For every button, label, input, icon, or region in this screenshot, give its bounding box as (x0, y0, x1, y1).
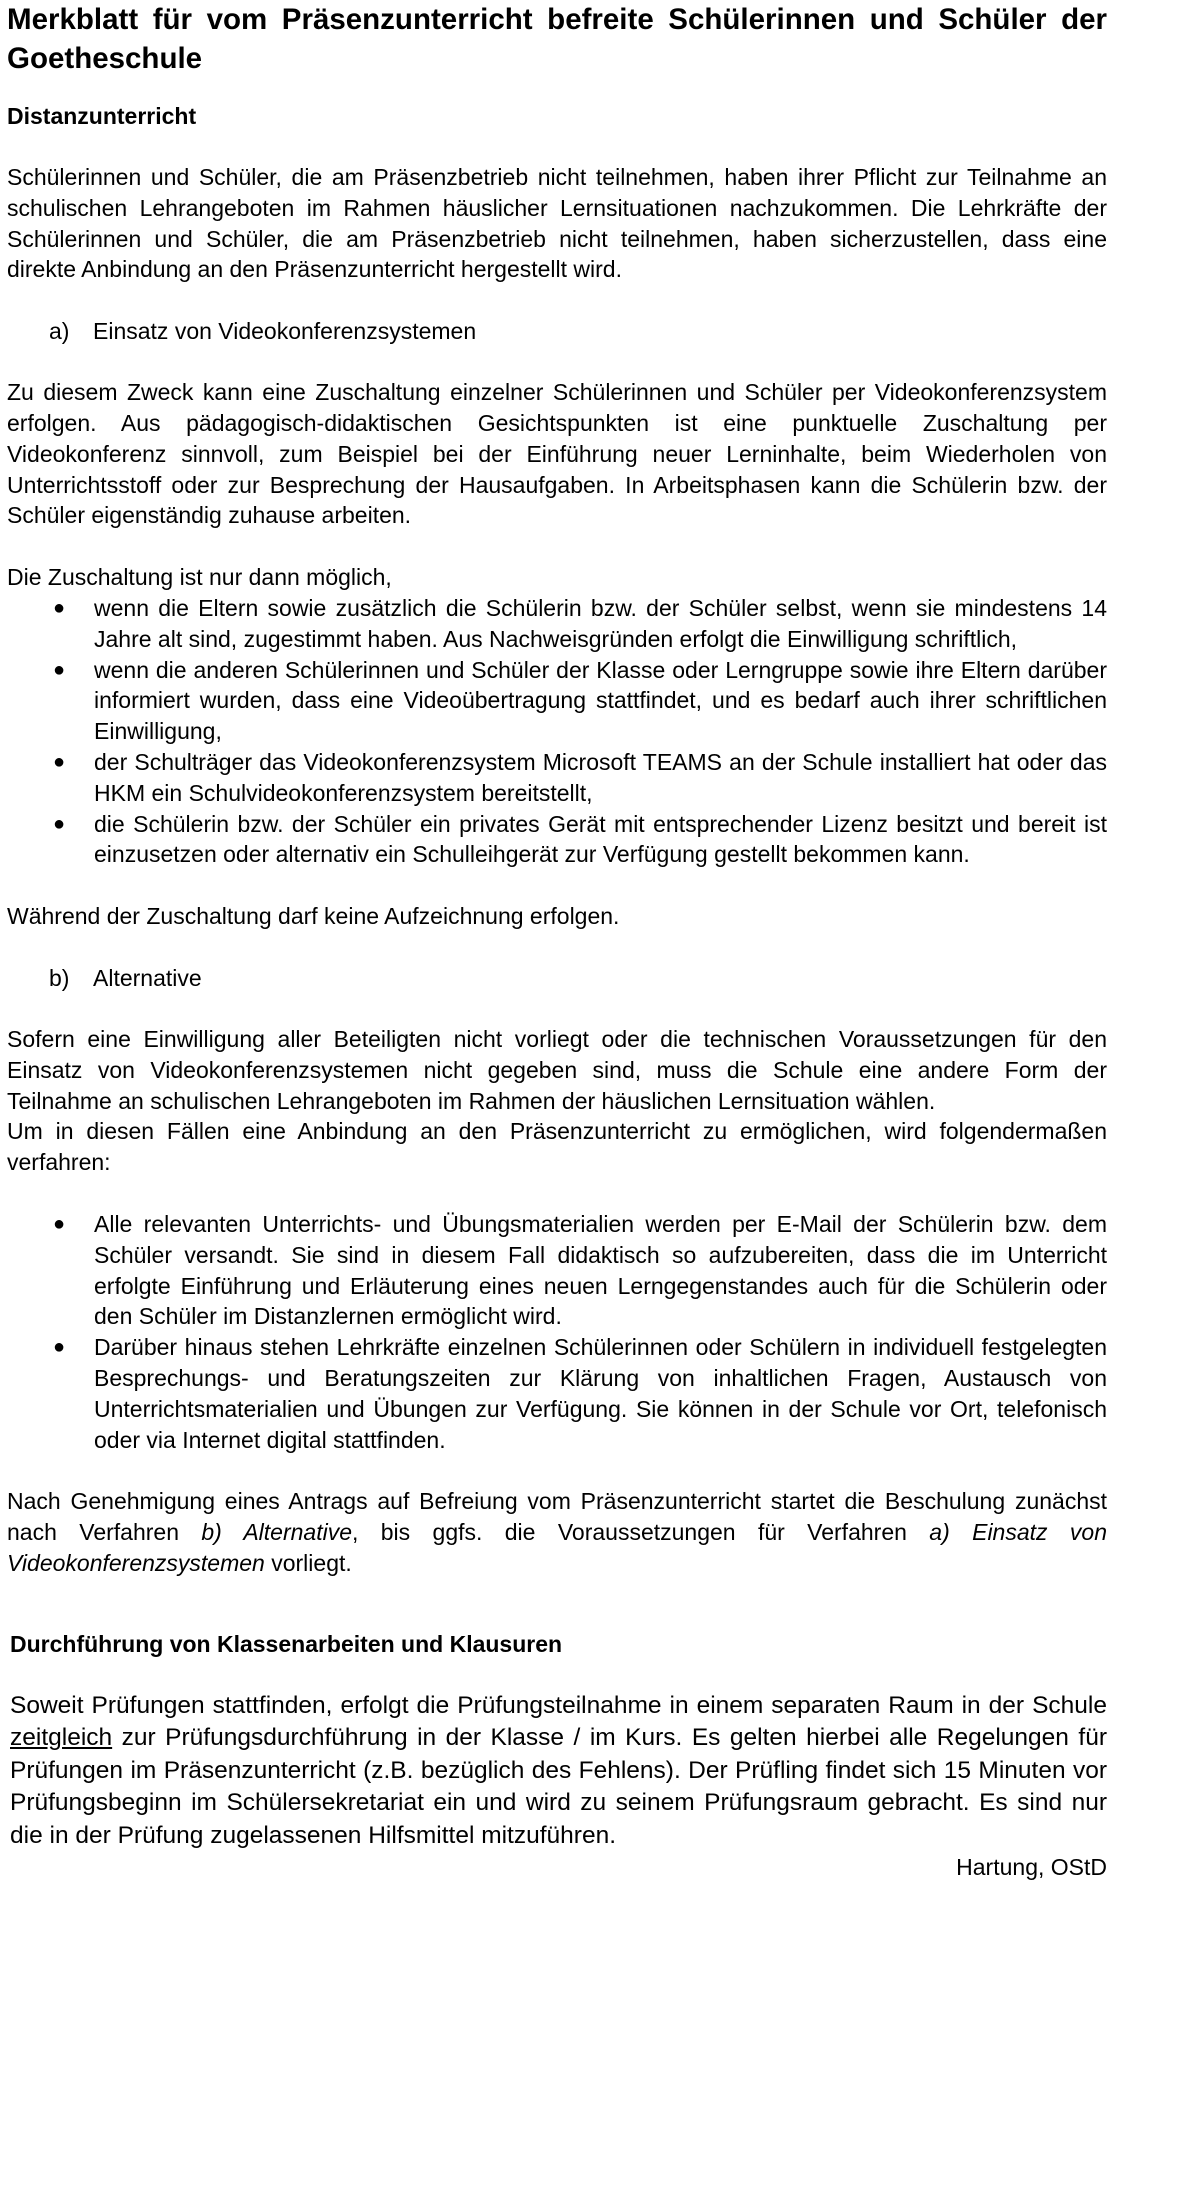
subsection-b-paragraph-1: Sofern eine Einwilligung aller Beteiligten nicht vorliegt oder die technischen Voraussetzungen für den Einsatz von Videokonferenzsystemen nicht gegeben sind, muss die Schule eine andere Form der Teilnahme an schulischen Lehrangeboten im Rahmen der häuslichen Lernsituation wählen. (7, 1025, 1107, 1114)
subsection-a-label: Einsatz von Videokonferenzsystemen (93, 318, 477, 345)
subsection-b-paragraph-2: Um in diesen Fällen eine Anbindung an den Präsenzunterricht zu ermöglichen, wird folgendermaßen verfahren: (7, 1118, 1107, 1176)
list-item: ● der Schulträger das Videokonferenzsystem Microsoft TEAMS an der Schule installiert hat oder das HKM ein Schulvideokonferenzsystem bereitstellt, (53, 748, 1107, 806)
bullet-icon: ● (53, 658, 66, 681)
closing-emphasis-a: a) Einsatz von Videokonferenzsystemen (7, 1519, 1107, 1576)
document-page (7, 0, 1107, 1882)
no-recording-note: Während der Zuschaltung darf keine Aufzeichnung erfolgen. (7, 903, 620, 930)
subsection-a-marker: a) (49, 318, 70, 345)
list-item: ● Darüber hinaus stehen Lehrkräfte einzelnen Schülerinnen oder Schülern in individuell festgelegten Besprechungs- und Beratungszeiten zur Klärung von inhaltlichen Fragen, Austausch von Unterrichtsmaterialien und Übungen zur Verfügung. Sie können in der Schule vor Ort, telefonisch oder via Internet digital stattfinden. (53, 1334, 1107, 1453)
subsection-b-marker: b) (49, 964, 70, 991)
section-heading-distanzunterricht: Distanzunterricht (7, 103, 197, 129)
bullet-icon: ● (53, 1212, 66, 1235)
conditions-list (7, 593, 1107, 870)
alternative-list (7, 1209, 1107, 1455)
subsection-b-heading (7, 963, 1107, 993)
section-heading-pruefungen: Durchführung von Klassenarbeiten und Klausuren (10, 1630, 563, 1657)
underlined-zeitgleich: zeitgleich (10, 1724, 113, 1752)
intro-paragraph: Schülerinnen und Schüler, die am Präsenzbetrieb nicht teilnehmen, haben ihrer Pflicht zur Teilnahme an schulischen Lehrangeboten im Rahmen häuslicher Lernsituationen nachzukommen. Die Lehrkräfte der Schülerinnen und Schüler, die am Präsenzbetrieb nicht teilnehmen, haben sicherzustellen, dass eine direkte Anbindung an den Präsenzunterricht hergestellt wird. (7, 164, 1107, 283)
closing-paragraph: Nach Genehmigung eines Antrags auf Befreiung vom Präsenzunterricht startet die Beschulung zunächst nach Verfahren b) Alternative, bis ggfs. die Voraussetzungen für Verfahren a) Einsatz von Videokonferenzsystemen vorliegt. (7, 1488, 1107, 1576)
subsection-a-paragraph: Zu diesem Zweck kann eine Zuschaltung einzelner Schülerinnen und Schüler per Videokonferenzsystem erfolgen. Aus pädagogisch-didaktischen Gesichtspunkten ist eine punktuelle Zuschaltung per Videokonferenz sinnvoll, zum Beispiel bei der Einführung neuer Lerninhalte, beim Wiederholen von Unterrichtsstoff oder zur Besprechung der Hausaufgaben. In Arbeitsphasen kann die Schülerin bzw. der Schüler eigenständig zuhause arbeiten. (7, 379, 1107, 529)
list-item: ● Alle relevanten Unterrichts- und Übungsmaterialien werden per E-Mail der Schülerin bzw. dem Schüler versandt. Sie sind in diesem Fall didaktisch so aufzubereiten, dass die im Unterricht erfolgte Einführung und Erläuterung eines neuen Lerngegenstandes auch für die Schülerin oder den Schüler im Distanzlernen ermöglicht wird. (53, 1210, 1107, 1330)
conditions-intro: Die Zuschaltung ist nur dann möglich, (7, 564, 392, 591)
subsection-a-heading (7, 316, 1107, 346)
exam-paragraph: Soweit Prüfungen stattfinden, erfolgt die Prüfungsteilnahme in einem separaten Raum in der Schule zeitgleich zur Prüfungsdurchführung in der Klasse / im Kurs. Es gelten hierbei alle Regelungen für Prüfungen im Präsenzunterricht (z.B. bezüglich des Fehlens). Der Prüfling findet sich 15 Minuten vor Prüfungsbeginn im Schülersekretariat ein und wird zu seinem Prüfungsraum gebracht. Es sind nur die in der Prüfung zugelassenen Hilfsmittel mitzuführen. (10, 1691, 1107, 1849)
document-title: Merkblatt für vom Präsenzunterricht befreite Schülerinnen und Schüler der Goetheschule (7, 3, 1107, 75)
bullet-icon: ● (53, 750, 66, 773)
closing-emphasis-b: b) Alternative (201, 1519, 352, 1546)
list-item: ● wenn die anderen Schülerinnen und Schüler der Klasse oder Lerngruppe sowie ihre Eltern darüber informiert wurden, dass eine Videoübertragung stattfindet, und es bedarf auch ihrer schriftlichen Einwilligung, (53, 656, 1107, 745)
signature: Hartung, OStD (956, 1854, 1107, 1881)
bullet-icon: ● (53, 812, 66, 835)
subsection-b-label: Alternative (93, 964, 202, 991)
list-item: ● wenn die Eltern sowie zusätzlich die Schülerin bzw. der Schüler selbst, wenn sie mindestens 14 Jahre alt sind, zugestimmt haben. Aus Nachweisgründen erfolgt die Einwilligung schriftlich, (53, 594, 1107, 652)
bullet-icon: ● (53, 596, 66, 619)
section2-body (7, 1659, 1107, 1853)
bullet-icon: ● (53, 1336, 66, 1359)
list-item: ● die Schülerin bzw. der Schüler ein privates Gerät mit entsprechender Lizenz besitzt und bereit ist einzusetzen oder alternativ ein Schulleihgerät zur Verfügung gestellt bekommen kann. (53, 810, 1107, 868)
